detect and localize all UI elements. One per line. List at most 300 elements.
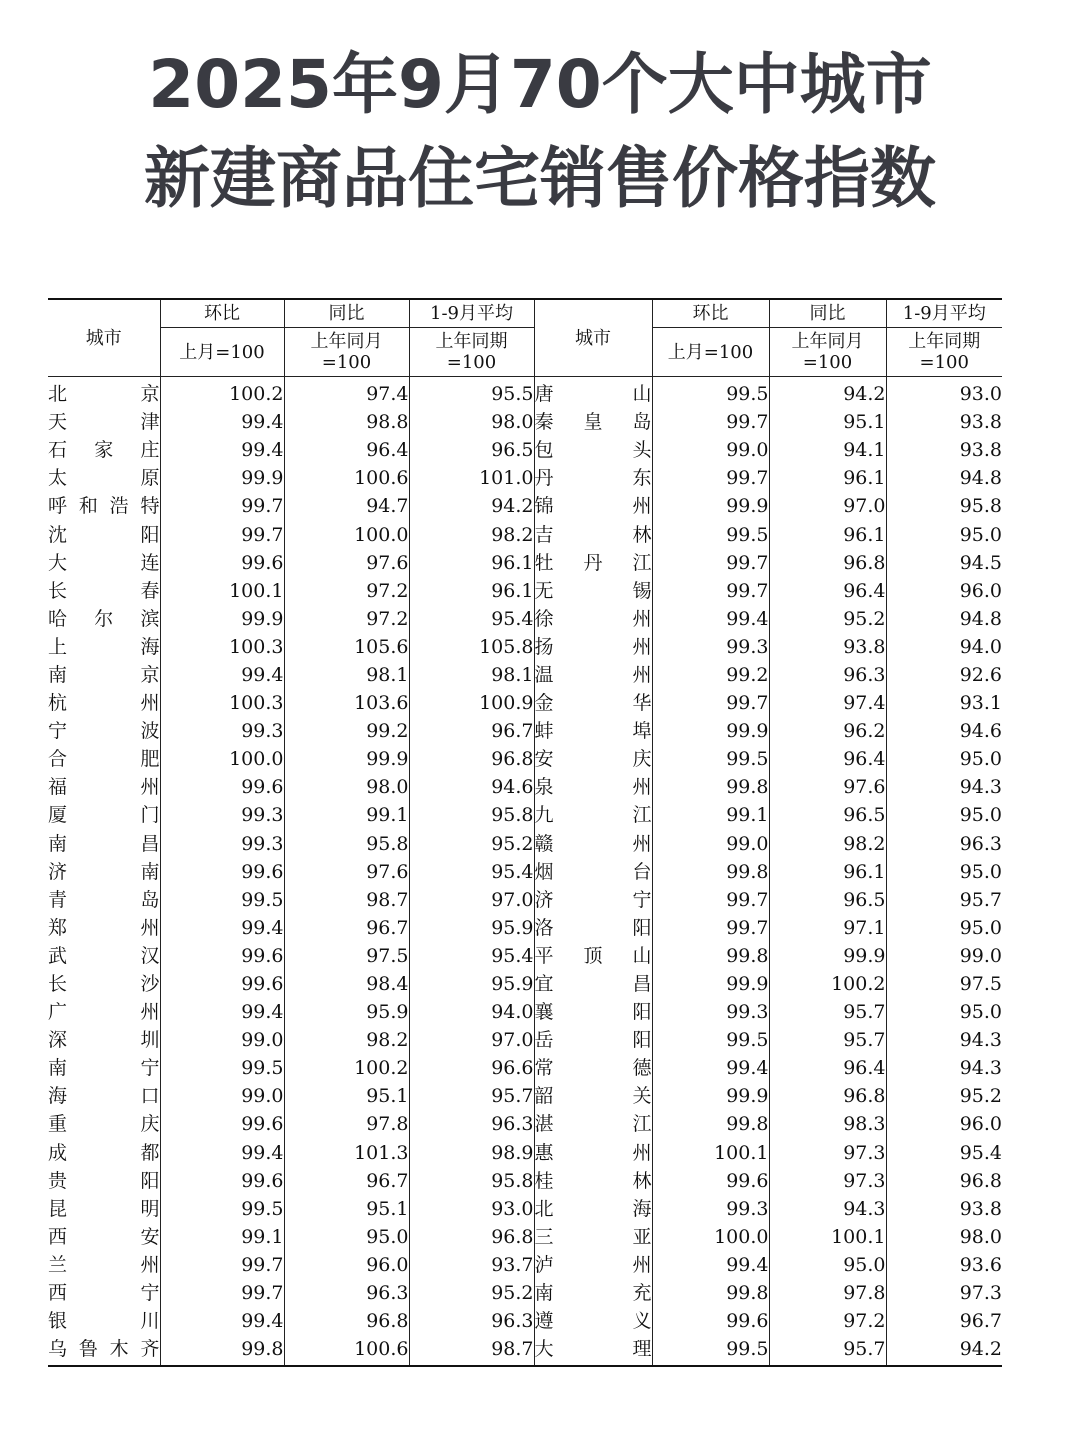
table-row [48,605,1002,633]
yoy-value: 105.6 [284,633,409,661]
avg-value: 98.0 [886,1223,1002,1251]
mom-value: 99.7 [652,886,769,914]
avg-value: 95.4 [409,858,534,886]
city-name: 烟台 [534,858,652,886]
yoy-value: 100.6 [284,464,409,492]
avg-value: 96.5 [409,436,534,464]
city-name: 济宁 [534,886,652,914]
mom-value: 99.6 [160,1110,284,1138]
yoy-value: 96.4 [284,436,409,464]
table-row [48,942,1002,970]
city-name: 大理 [534,1335,652,1366]
yoy-value: 95.0 [769,1251,886,1279]
avg-value: 96.1 [409,549,534,577]
city-name: 南昌 [48,830,160,858]
title-line-2: 新建商品住宅销售价格指数 [144,140,936,217]
avg-value: 95.0 [886,801,1002,829]
mom-value: 99.8 [652,942,769,970]
mom-value: 99.5 [652,377,769,409]
yoy-header-right: 同比 [769,299,886,328]
yoy-value: 96.0 [284,1251,409,1279]
table-row [48,773,1002,801]
avg-value: 96.0 [886,577,1002,605]
yoy-value: 96.8 [284,1307,409,1335]
avg-base-line1: 上年同期 [908,331,981,352]
yoy-value: 95.8 [284,830,409,858]
avg-value: 94.6 [886,717,1002,745]
mom-value: 99.8 [160,1335,284,1366]
yoy-value: 98.2 [769,830,886,858]
yoy-base-line1: 上年同月 [791,331,864,352]
city-name: 郑州 [48,914,160,942]
mom-value: 99.3 [160,830,284,858]
yoy-value: 99.9 [769,942,886,970]
yoy-value: 100.6 [284,1335,409,1366]
avg-value: 97.5 [886,970,1002,998]
avg-value: 94.8 [886,464,1002,492]
avg-base-left [409,328,534,377]
avg-value: 94.3 [886,773,1002,801]
table-row [48,1307,1002,1335]
city-name: 遵义 [534,1307,652,1335]
avg-value: 93.8 [886,408,1002,436]
city-name: 泉州 [534,773,652,801]
yoy-value: 97.4 [284,377,409,409]
mom-value: 99.0 [160,1026,284,1054]
mom-value: 99.4 [160,1139,284,1167]
yoy-value: 96.3 [284,1279,409,1307]
mom-value: 99.4 [652,605,769,633]
avg-value: 95.2 [409,1279,534,1307]
table-row [48,858,1002,886]
city-name: 常德 [534,1054,652,1082]
avg-value: 95.2 [886,1082,1002,1110]
avg-value: 95.8 [409,801,534,829]
city-name: 徐州 [534,605,652,633]
table-row [48,1026,1002,1054]
yoy-value: 96.5 [769,801,886,829]
table-row [48,689,1002,717]
city-name: 西安 [48,1223,160,1251]
table-row [48,886,1002,914]
yoy-value: 100.1 [769,1223,886,1251]
yoy-value: 95.7 [769,1026,886,1054]
table-body [48,377,1002,1367]
avg-value: 94.0 [409,998,534,1026]
city-name: 北海 [534,1195,652,1223]
table-row [48,464,1002,492]
avg-value: 93.0 [886,377,1002,409]
mom-value: 99.9 [160,464,284,492]
avg-value: 95.0 [886,745,1002,773]
city-name: 昆明 [48,1195,160,1223]
yoy-value: 97.5 [284,942,409,970]
yoy-value: 103.6 [284,689,409,717]
avg-value: 100.9 [409,689,534,717]
city-name: 宜昌 [534,970,652,998]
avg-value: 93.6 [886,1251,1002,1279]
avg-value: 99.0 [886,942,1002,970]
avg-value: 96.3 [886,830,1002,858]
mom-base-right: 上月=100 [652,328,769,377]
mom-header-left: 环比 [160,299,284,328]
avg-value: 95.4 [886,1139,1002,1167]
yoy-value: 100.2 [284,1054,409,1082]
mom-value: 99.7 [652,464,769,492]
yoy-value: 96.7 [284,914,409,942]
mom-value: 99.8 [652,858,769,886]
city-name: 襄阳 [534,998,652,1026]
mom-value: 99.5 [652,745,769,773]
mom-value: 100.1 [652,1139,769,1167]
avg-value: 96.7 [409,717,534,745]
city-name: 南充 [534,1279,652,1307]
yoy-value: 97.2 [769,1307,886,1335]
mom-value: 99.6 [160,1167,284,1195]
yoy-value: 97.3 [769,1167,886,1195]
mom-value: 99.4 [160,661,284,689]
yoy-value: 97.6 [284,858,409,886]
city-name: 蚌埠 [534,717,652,745]
mom-value: 99.7 [652,549,769,577]
avg-value: 96.3 [409,1110,534,1138]
mom-value: 100.2 [160,377,284,409]
yoy-value: 94.3 [769,1195,886,1223]
avg-value: 94.2 [409,492,534,520]
city-name: 海口 [48,1082,160,1110]
city-name: 泸州 [534,1251,652,1279]
avg-value: 94.5 [886,549,1002,577]
yoy-value: 96.7 [284,1167,409,1195]
yoy-base-line2: =100 [802,352,853,373]
city-name: 宁波 [48,717,160,745]
yoy-value: 94.2 [769,377,886,409]
city-name: 赣州 [534,830,652,858]
city-name: 上海 [48,633,160,661]
avg-value: 95.4 [409,942,534,970]
avg-value: 94.8 [886,605,1002,633]
yoy-value: 97.1 [769,914,886,942]
avg-value: 101.0 [409,464,534,492]
yoy-base-line2: =100 [321,352,372,373]
city-name: 重庆 [48,1110,160,1138]
table-row [48,717,1002,745]
city-name: 洛阳 [534,914,652,942]
mom-value: 99.5 [652,1026,769,1054]
yoy-value: 95.7 [769,1335,886,1366]
mom-value: 99.6 [652,1167,769,1195]
city-name: 平顶山 [534,942,652,970]
mom-value: 100.0 [652,1223,769,1251]
mom-value: 99.2 [652,661,769,689]
yoy-value: 98.8 [284,408,409,436]
city-name: 杭州 [48,689,160,717]
yoy-value: 94.7 [284,492,409,520]
yoy-value: 98.4 [284,970,409,998]
mom-value: 99.7 [160,1251,284,1279]
city-header-right: 城市 [534,299,652,377]
mom-value: 100.1 [160,577,284,605]
mom-value: 99.7 [652,577,769,605]
table-row [48,830,1002,858]
table-row [48,745,1002,773]
mom-value: 99.7 [652,914,769,942]
avg-value: 92.6 [886,661,1002,689]
table-row [48,1223,1002,1251]
mom-value: 99.4 [652,1251,769,1279]
city-name: 吉林 [534,520,652,548]
title-line-1: 2025年9月70个大中城市 [148,46,932,123]
mom-value: 99.5 [652,520,769,548]
yoy-value: 95.0 [284,1223,409,1251]
yoy-value: 99.2 [284,717,409,745]
avg-value: 95.0 [886,858,1002,886]
city-name: 武汉 [48,942,160,970]
mom-value: 99.3 [160,801,284,829]
city-name: 合肥 [48,745,160,773]
city-name: 乌鲁木齐 [48,1335,160,1366]
mom-value: 99.9 [652,970,769,998]
yoy-value: 96.4 [769,1054,886,1082]
mom-value: 99.7 [160,1279,284,1307]
yoy-value: 96.3 [769,661,886,689]
table-row [48,408,1002,436]
city-name: 太原 [48,464,160,492]
avg-value: 93.8 [886,436,1002,464]
city-name: 广州 [48,998,160,1026]
yoy-value: 96.2 [769,717,886,745]
yoy-value: 97.6 [769,773,886,801]
yoy-value: 97.6 [284,549,409,577]
mom-value: 99.0 [160,1082,284,1110]
table-row [48,914,1002,942]
avg-value: 97.0 [409,1026,534,1054]
mom-value: 99.6 [160,970,284,998]
avg-value: 95.8 [409,1167,534,1195]
avg-value: 96.8 [409,1223,534,1251]
table-row [48,1167,1002,1195]
yoy-value: 97.2 [284,577,409,605]
table-row [48,436,1002,464]
yoy-value: 97.2 [284,605,409,633]
yoy-value: 95.1 [284,1195,409,1223]
avg-value: 96.7 [886,1307,1002,1335]
city-name: 丹东 [534,464,652,492]
avg-value: 96.0 [886,1110,1002,1138]
table-row [48,1082,1002,1110]
mom-value: 100.3 [160,633,284,661]
mom-value: 100.0 [160,745,284,773]
city-name: 北京 [48,377,160,409]
avg-base-line2: =100 [446,352,497,373]
mom-base-left: 上月=100 [160,328,284,377]
yoy-value: 97.8 [284,1110,409,1138]
yoy-value: 97.4 [769,689,886,717]
avg-base-line2: =100 [919,352,969,373]
city-name: 扬州 [534,633,652,661]
mom-value: 99.4 [160,436,284,464]
mom-value: 99.4 [160,408,284,436]
avg-value: 96.8 [886,1167,1002,1195]
city-name: 沈阳 [48,520,160,548]
avg-value: 98.7 [409,1335,534,1366]
yoy-value: 99.9 [284,745,409,773]
yoy-value: 100.0 [284,520,409,548]
avg-value: 96.8 [409,745,534,773]
city-name: 南宁 [48,1054,160,1082]
price-index-table [48,298,1002,1367]
avg-value: 96.6 [409,1054,534,1082]
city-name: 锦州 [534,492,652,520]
city-name: 岳阳 [534,1026,652,1054]
yoy-value: 96.1 [769,858,886,886]
yoy-value: 95.7 [769,998,886,1026]
avg-header-left: 1-9月平均 [409,299,534,328]
table-row [48,577,1002,605]
city-name: 三亚 [534,1223,652,1251]
mom-value: 99.8 [652,773,769,801]
city-name: 青岛 [48,886,160,914]
yoy-value: 95.9 [284,998,409,1026]
table-row [48,520,1002,548]
table-row [48,377,1002,409]
yoy-value: 98.2 [284,1026,409,1054]
table-row [48,998,1002,1026]
city-name: 唐山 [534,377,652,409]
yoy-value: 95.1 [769,408,886,436]
table-row [48,1054,1002,1082]
mom-value: 99.0 [652,830,769,858]
avg-value: 95.9 [409,914,534,942]
table-row [48,1139,1002,1167]
avg-value: 98.2 [409,520,534,548]
mom-value: 99.9 [652,1082,769,1110]
mom-value: 99.5 [160,1054,284,1082]
table-row [48,801,1002,829]
table-row [48,1195,1002,1223]
city-name: 无锡 [534,577,652,605]
city-name: 湛江 [534,1110,652,1138]
city-name: 长春 [48,577,160,605]
avg-value: 95.9 [409,970,534,998]
city-name: 包头 [534,436,652,464]
avg-value: 105.8 [409,633,534,661]
page-title [0,38,1080,226]
yoy-base-left [284,328,409,377]
city-name: 哈尔滨 [48,605,160,633]
yoy-value: 94.1 [769,436,886,464]
yoy-value: 95.2 [769,605,886,633]
avg-value: 95.2 [409,830,534,858]
avg-value: 98.1 [409,661,534,689]
table-row [48,1335,1002,1366]
avg-value: 98.9 [409,1139,534,1167]
yoy-value: 96.4 [769,745,886,773]
city-name: 深圳 [48,1026,160,1054]
mom-value: 99.7 [652,408,769,436]
yoy-value: 99.1 [284,801,409,829]
avg-value: 94.6 [409,773,534,801]
avg-value: 97.3 [886,1279,1002,1307]
avg-base-line1: 上年同期 [435,331,508,352]
mom-value: 99.4 [160,1307,284,1335]
avg-value: 97.0 [409,886,534,914]
avg-header-right: 1-9月平均 [886,299,1002,328]
table-row [48,492,1002,520]
yoy-value: 96.1 [769,520,886,548]
city-name: 天津 [48,408,160,436]
mom-value: 100.3 [160,689,284,717]
avg-value: 95.8 [886,492,1002,520]
table-row [48,549,1002,577]
yoy-value: 97.3 [769,1139,886,1167]
city-name: 济南 [48,858,160,886]
city-name: 银川 [48,1307,160,1335]
city-name: 温州 [534,661,652,689]
yoy-header-left: 同比 [284,299,409,328]
city-name: 厦门 [48,801,160,829]
city-name: 兰州 [48,1251,160,1279]
avg-value: 95.0 [886,520,1002,548]
avg-value: 95.0 [886,914,1002,942]
mom-value: 99.7 [652,689,769,717]
mom-value: 99.6 [160,773,284,801]
mom-value: 99.8 [652,1279,769,1307]
mom-header-right: 环比 [652,299,769,328]
avg-value: 94.0 [886,633,1002,661]
mom-value: 99.1 [652,801,769,829]
avg-value: 95.4 [409,605,534,633]
avg-value: 98.0 [409,408,534,436]
avg-value: 95.7 [409,1082,534,1110]
mom-value: 99.5 [160,886,284,914]
city-name: 安庆 [534,745,652,773]
table-row [48,661,1002,689]
city-name: 石家庄 [48,436,160,464]
avg-value: 93.1 [886,689,1002,717]
table-row [48,970,1002,998]
mom-value: 99.9 [652,717,769,745]
mom-value: 99.1 [160,1223,284,1251]
yoy-value: 98.3 [769,1110,886,1138]
city-name: 牡丹江 [534,549,652,577]
yoy-value: 96.5 [769,886,886,914]
mom-value: 99.4 [160,998,284,1026]
yoy-value: 96.4 [769,577,886,605]
yoy-value: 97.0 [769,492,886,520]
avg-value: 95.0 [886,998,1002,1026]
avg-value: 96.1 [409,577,534,605]
table-row [48,1279,1002,1307]
table-row [48,1251,1002,1279]
yoy-value: 93.8 [769,633,886,661]
city-name: 福州 [48,773,160,801]
avg-value: 93.7 [409,1251,534,1279]
mom-value: 99.5 [160,1195,284,1223]
mom-value: 99.4 [160,914,284,942]
mom-value: 99.0 [652,436,769,464]
mom-value: 99.9 [160,605,284,633]
mom-value: 99.3 [652,633,769,661]
city-name: 九江 [534,801,652,829]
mom-value: 99.6 [160,858,284,886]
city-name: 贵阳 [48,1167,160,1195]
table-row [48,1110,1002,1138]
city-header-left: 城市 [48,299,160,377]
yoy-value: 96.1 [769,464,886,492]
city-name: 桂林 [534,1167,652,1195]
city-name: 惠州 [534,1139,652,1167]
